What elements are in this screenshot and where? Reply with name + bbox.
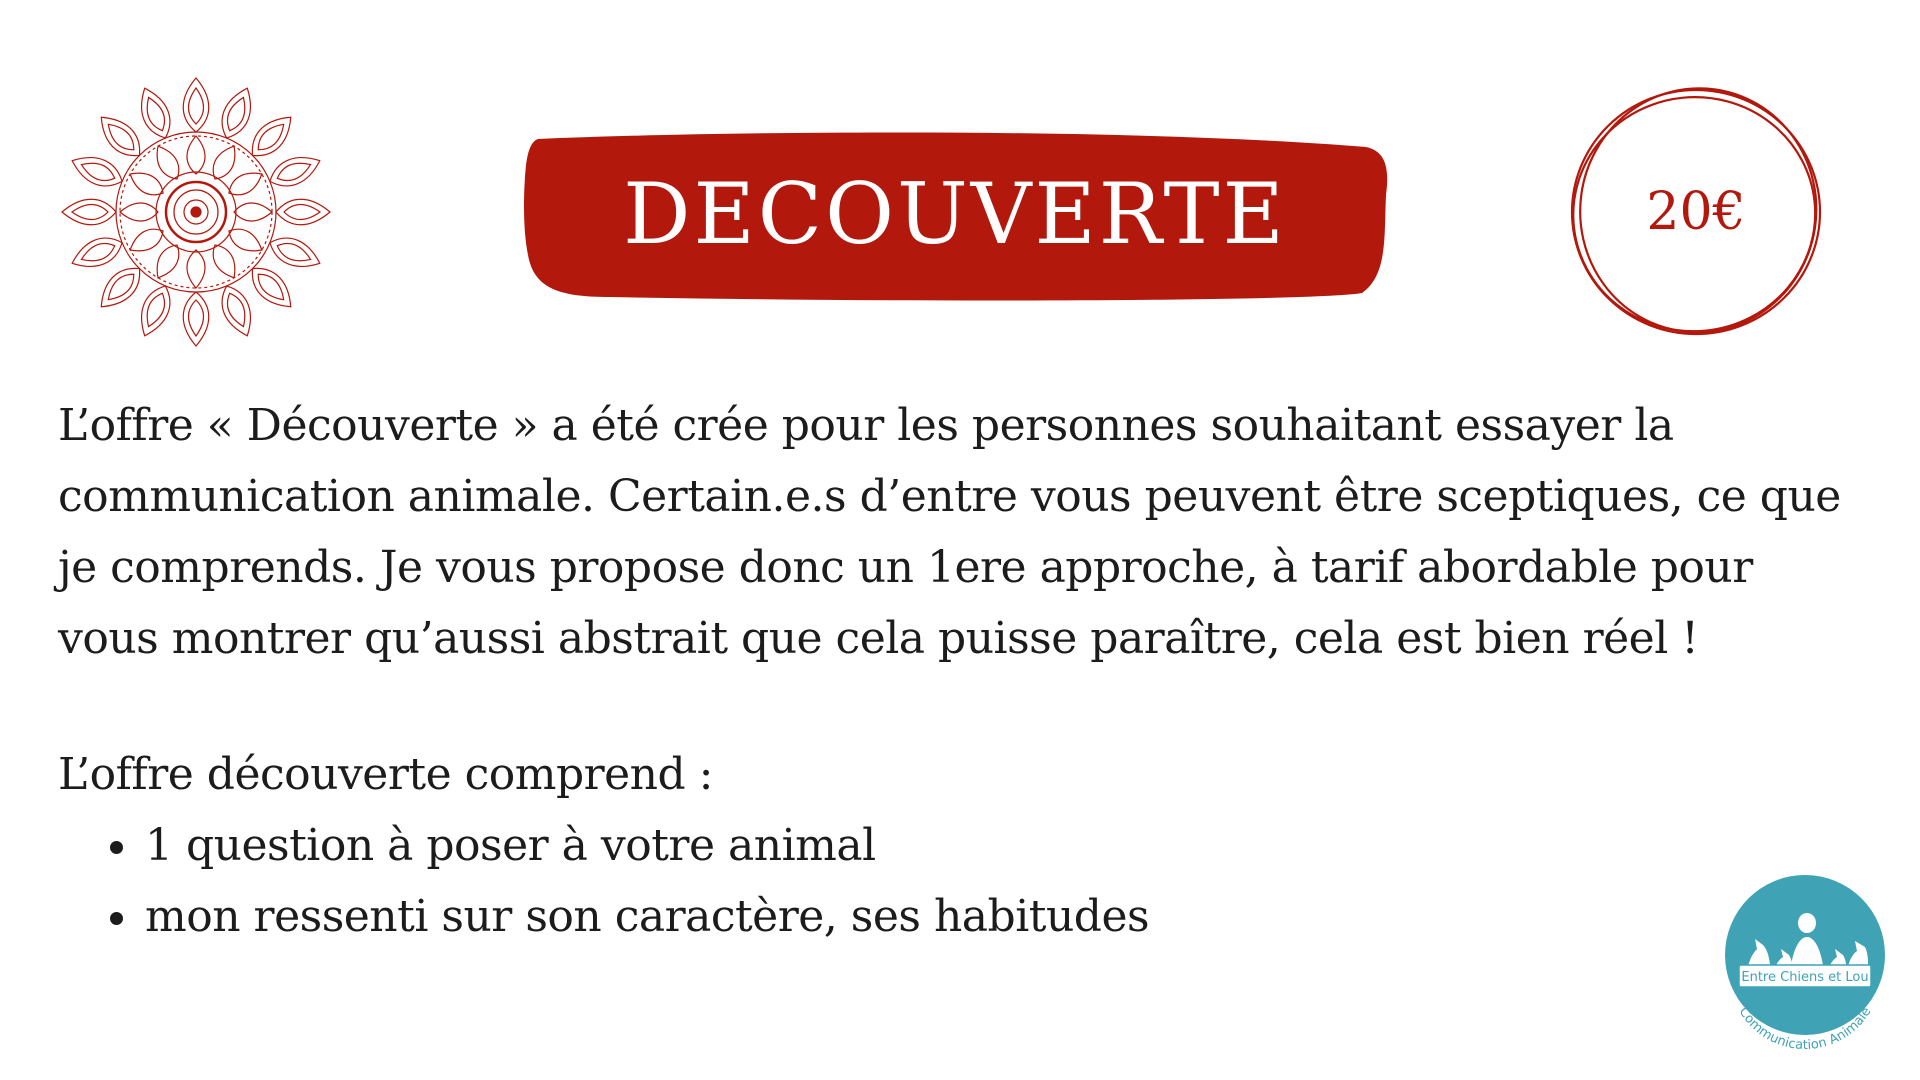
mandala-icon [58,74,334,350]
title-banner [520,125,1390,303]
list-item: • 1 question à poser à votre animal [143,810,1858,881]
logo-name: Entre Chiens et Lou [1741,970,1869,985]
offer-features-list [58,810,1858,952]
page-title: DECOUVERTE [623,165,1287,263]
offer-list-title: L’offre découverte comprend : [58,749,713,800]
price-badge [1566,82,1826,342]
price-label: 20€ [1646,182,1746,242]
intro-paragraph: L’offre « Découverte » a été crée pour les personnes souhaitant essayer la communication animale. Certain.e.s d’entre vous peuvent être sceptiques, ce que je comprends. Je vous propose donc un 1ere approche, à tarif abordable pour vous montrer qu’aussi abstrait que cela puisse paraître, cela est bien réel ! [58,400,1841,664]
logo-tagline: Communication Animale [1735,1004,1875,1054]
list-item: • mon ressenti sur son caractère, ses habitudes [143,881,1858,952]
brand-logo [1715,865,1895,1055]
offer-description [58,390,1858,952]
